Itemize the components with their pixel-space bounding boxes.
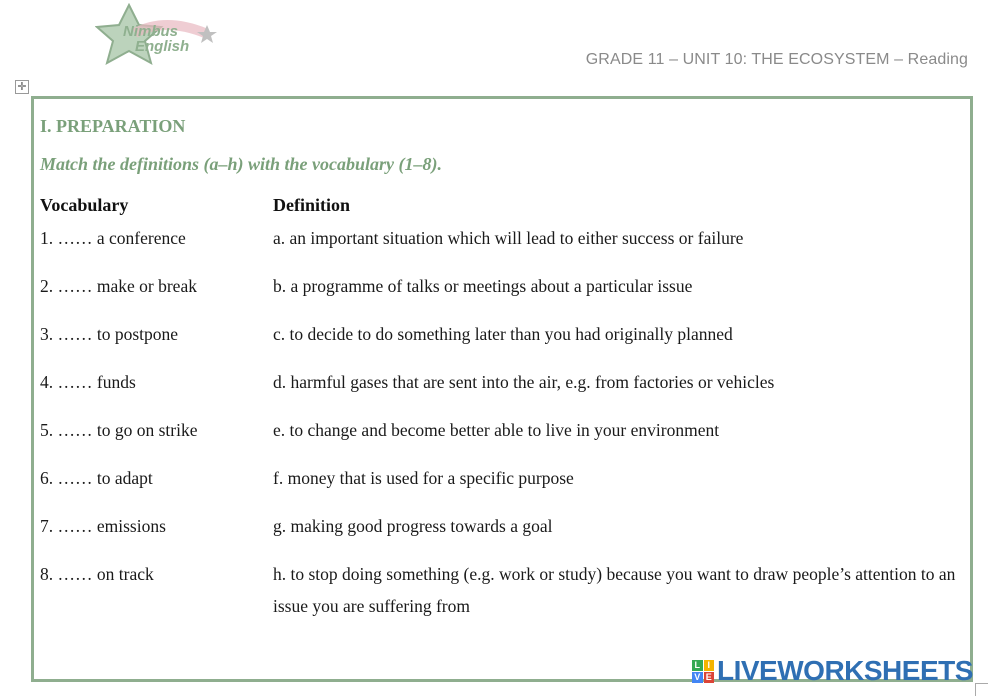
vocab-item[interactable]: 7. …… emissions xyxy=(40,516,166,536)
vocab-item[interactable]: 3. …… to postpone xyxy=(40,324,179,344)
definition-item: e. to change and become better able to live in your environment xyxy=(273,420,720,440)
liveworksheets-wordmark: LIVEWORKSHEETS xyxy=(717,655,973,686)
unit-title: GRADE 11 – UNIT 10: THE ECOSYSTEM – Reading xyxy=(585,51,968,68)
vocab-item[interactable]: 8. …… on track xyxy=(40,564,154,584)
logo-word-nimbus: Nimbus xyxy=(123,23,179,40)
vocab-item[interactable]: 1. …… a conference xyxy=(40,228,186,248)
definition-column-header: Definition xyxy=(273,195,351,215)
icon-letter: V xyxy=(692,672,703,683)
vocabulary-column-header: Vocabulary xyxy=(40,195,129,215)
definition-item: c. to decide to do something later than you had originally planned xyxy=(273,324,733,344)
instruction-text: Match the definitions (a–h) with the vocabulary (1–8). xyxy=(40,154,443,174)
icon-letter: I xyxy=(704,660,715,671)
definition-item: a. an important situation which will lead to either success or failure xyxy=(273,228,744,248)
page-corner-marker xyxy=(975,683,988,696)
definition-item: g. making good progress towards a goal xyxy=(273,516,553,536)
liveworksheets-grid-icon xyxy=(692,660,714,682)
table-move-handle-icon[interactable]: ✛ xyxy=(15,80,29,94)
definition-item: b. a programme of talks or meetings about a particular issue xyxy=(273,276,693,296)
vocab-item[interactable]: 6. …… to adapt xyxy=(40,468,153,488)
nimbus-english-logo xyxy=(95,3,220,67)
section-title: I. PREPARATION xyxy=(40,116,186,136)
vocab-item[interactable]: 5. …… to go on strike xyxy=(40,420,198,440)
definition-item: h. to stop doing something (e.g. work or study) because you want to draw people’s attention to an issue you are suffering from xyxy=(273,564,956,616)
definition-item: f. money that is used for a specific purpose xyxy=(273,468,574,488)
liveworksheets-logo[interactable] xyxy=(692,655,973,687)
definition-item: d. harmful gases that are sent into the air, e.g. from factories or vehicles xyxy=(273,372,775,392)
vocab-item[interactable]: 4. …… funds xyxy=(40,372,136,392)
icon-letter: L xyxy=(692,660,703,671)
logo-word-english: English xyxy=(135,38,190,55)
vocab-item[interactable]: 2. …… make or break xyxy=(40,276,197,296)
icon-letter: E xyxy=(704,672,715,683)
